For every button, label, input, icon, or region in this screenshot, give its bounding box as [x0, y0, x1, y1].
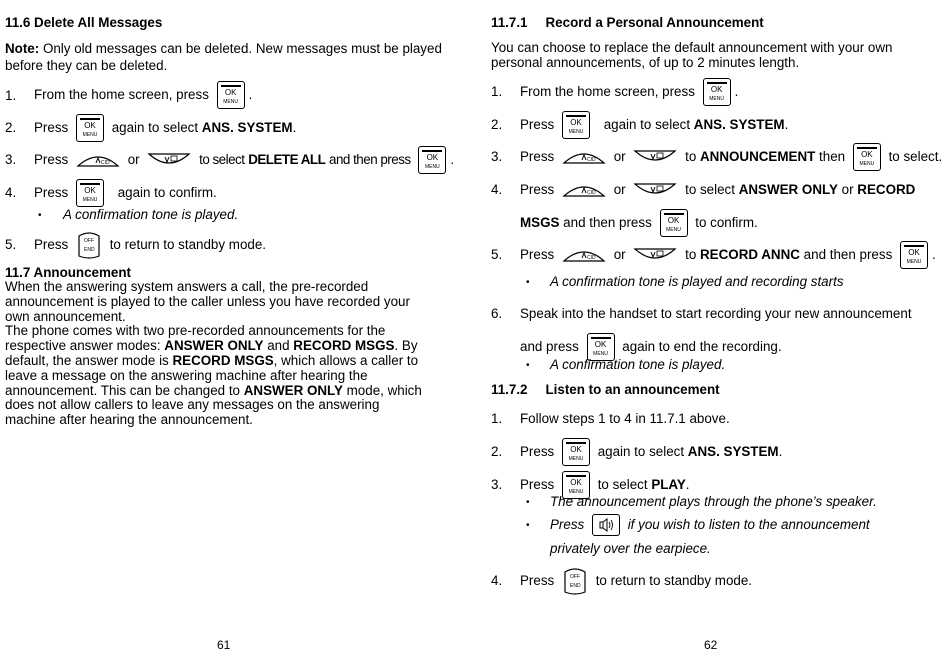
step-number: 3.	[491, 149, 503, 164]
r-step-3: Press CID or to ANNOUNCEMENT then OK MENU to select.	[520, 140, 942, 174]
section-heading-11-6: 11.6 Delete All Messages	[5, 15, 163, 30]
off-end-key-icon	[562, 566, 588, 596]
step-number: 2.	[491, 444, 503, 459]
speaker-key-icon	[592, 514, 620, 536]
down-phonebook-key-icon	[633, 180, 677, 200]
r-step-4: Press CID or to select ANSWER ONLY or RECORD	[520, 173, 915, 207]
up-cid-key-icon	[562, 245, 606, 265]
note-line-2: before they can be deleted.	[5, 58, 168, 73]
ok-menu-key-icon: OK MENU	[76, 179, 104, 207]
up-cid-key-icon	[562, 180, 606, 200]
ok-menu-key-icon: OK MENU	[900, 241, 928, 269]
ok-menu-key-icon: OK MENU	[587, 333, 615, 361]
svg-text:OFF: OFF	[569, 574, 580, 581]
svg-text:CID: CID	[586, 190, 596, 197]
bullet: •	[38, 210, 42, 221]
intro-line-2: personal announcements, of up to 2 minutes length.	[491, 55, 800, 70]
intro-line-1: You can choose to replace the default announcement with your own	[491, 40, 893, 55]
step-number: 4.	[491, 182, 503, 197]
step-number: 5.	[5, 237, 17, 252]
down-phonebook-key-icon	[147, 150, 191, 170]
bullet: •	[526, 360, 530, 371]
r-step-5: Press CID or to RECORD ANNC and then press OK MENU .	[520, 238, 936, 272]
bullet: •	[526, 497, 530, 508]
down-phonebook-key-icon	[633, 147, 677, 167]
l-step-3: Press OK MENU to select PLAY.	[520, 468, 690, 502]
l-step-3-note-2: Press if you wish to listen to the announcement	[550, 510, 870, 540]
step-5: Press OFF END to return to standby mode.	[34, 228, 266, 262]
svg-text:OFF: OFF	[83, 238, 94, 245]
section-heading-11-7-2: 11.7.2 Listen to an announcement	[491, 382, 720, 397]
bullet: •	[526, 520, 530, 531]
ok-menu-key-icon: OK MENU	[217, 81, 245, 109]
l-step-3-note-2-cont: privately over the earpiece.	[550, 541, 711, 556]
note-label: Note:	[5, 41, 40, 56]
r-step-6-note: A confirmation tone is played.	[550, 357, 726, 372]
svg-text:CID: CID	[586, 255, 596, 262]
r-step-1: From the home screen, press OK MENU .	[520, 75, 738, 109]
svg-text:END: END	[83, 247, 95, 254]
ok-menu-key-icon: OK MENU	[562, 111, 590, 139]
step-1: From the home screen, press OK MENU .	[34, 78, 252, 112]
step-number: 2.	[5, 120, 17, 135]
off-end-key-icon	[76, 230, 102, 260]
r-step-2: Press OK MENU again to select ANS. SYSTEM.	[520, 108, 788, 142]
step-number: 2.	[491, 117, 503, 132]
down-phonebook-key-icon	[633, 245, 677, 265]
step-number: 4.	[5, 185, 17, 200]
step-number: 6.	[491, 306, 503, 321]
ok-menu-key-icon: OK MENU	[562, 438, 590, 466]
step-3: Press CID or to select DELETE ALL and then press OK MENU .	[34, 143, 454, 177]
ok-menu-key-icon: OK MENU	[76, 114, 104, 142]
r-step-5-note: A confirmation tone is played and recording starts	[550, 274, 844, 289]
l-step-2: Press OK MENU again to select ANS. SYSTEM.	[520, 435, 782, 469]
announcement-paragraph-1: When the answering system answers a call, the pre-recorded announcement is played to the caller unless you have recorded your own announcement. The phone comes with two pre-recorded announcements for the respective answer modes: ANSWER ONLY and RECORD MSGS. By default, the answer mode is RECORD MSGS, which allows a caller to leave a message on the answering machine after hearing the announcement. This can be changed to ANSWER ONLY mode, which does not allow callers to leave any messages on the answering machine after hearing the announcement.	[5, 279, 422, 428]
step-number: 1.	[491, 84, 503, 99]
bullet: •	[526, 277, 530, 288]
up-cid-key-icon	[562, 147, 606, 167]
ok-menu-key-icon: OK MENU	[418, 146, 446, 174]
step-2: Press OK MENU again to select ANS. SYSTEM.	[34, 111, 296, 145]
r-step-6: Speak into the handset to start recording your new announcement	[520, 306, 912, 321]
page-number-left: 61	[217, 638, 231, 652]
svg-text:CID: CID	[100, 160, 110, 167]
page-number-right: 62	[704, 638, 718, 652]
step-4-note: A confirmation tone is played.	[63, 207, 239, 222]
step-number: 3.	[491, 477, 503, 492]
ok-menu-key-icon: OK MENU	[660, 209, 688, 237]
step-4: Press OK MENU again to confirm.	[34, 176, 217, 210]
section-heading-11-7: 11.7 Announcement	[5, 265, 132, 280]
step-number: 4.	[491, 573, 503, 588]
note-line-1: Note: Only old messages can be deleted. New messages must be played	[5, 41, 442, 56]
step-number: 1.	[5, 88, 17, 103]
up-cid-key-icon	[76, 150, 120, 170]
step-number: 5.	[491, 247, 503, 262]
l-step-4: Press OFF END to return to standby mode.	[520, 564, 752, 598]
l-step-3-note-1: The announcement plays through the phone’s speaker.	[550, 494, 877, 509]
ok-menu-key-icon: OK MENU	[562, 471, 590, 499]
svg-text:END: END	[569, 583, 581, 590]
r-step-4-cont: MSGS and then press OK MENU to confirm.	[520, 206, 758, 240]
ok-menu-key-icon: OK MENU	[703, 78, 731, 106]
ok-menu-key-icon: OK MENU	[853, 143, 881, 171]
r-step-6-cont: and press OK MENU again to end the recording.	[520, 330, 782, 364]
l-step-1: Follow steps 1 to 4 in 11.7.1 above.	[520, 411, 730, 426]
step-number: 1.	[491, 411, 503, 426]
step-number: 3.	[5, 152, 17, 167]
svg-text:CID: CID	[586, 157, 596, 164]
section-heading-11-7-1: 11.7.1 Record a Personal Announcement	[491, 15, 764, 30]
